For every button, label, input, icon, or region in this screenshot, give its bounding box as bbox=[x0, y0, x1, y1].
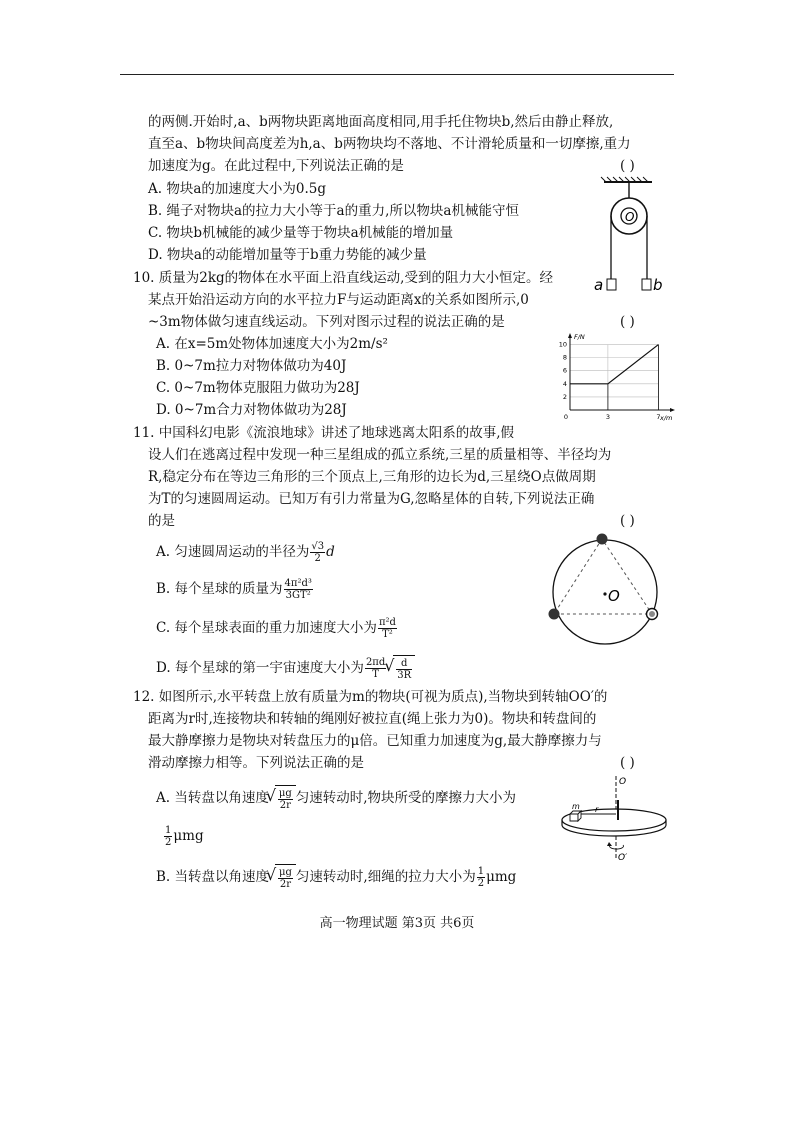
chart-xlabel: x/m bbox=[660, 414, 673, 422]
q10-answer-bracket: ( ) bbox=[620, 314, 635, 330]
q9-line-3: 加速度为g。在此过程中,下列说法正确的是 bbox=[148, 158, 404, 174]
q12-option-a-continued: $\frac{1}{2}$ μmg bbox=[165, 825, 204, 848]
q12-b-sqrt: √ $\frac{\mu g}{2r}$ bbox=[275, 864, 296, 891]
q12-line-1: 12. 如图所示,水平转盘上放有质量为m的物块(可视为质点),当物块到转轴OO′的 bbox=[133, 689, 608, 705]
q11-option-a: A. 匀速圆周运动的半径为 $\frac{√3}{2}$ d bbox=[156, 541, 335, 564]
q12-option-b: B. 当转盘以角速度 √ $\frac{\mu g}{2r}$ 匀速转动时,细绳的拉力大小为 $\frac{1}{2}$ μmg bbox=[156, 864, 516, 891]
q12-option-a: A. 当转盘以角速度 √ $\frac{\mu g}{2r}$ 匀速转动时,物块所受的摩擦力大小为 bbox=[156, 785, 516, 812]
chart-ylabel: F/N bbox=[574, 333, 585, 341]
turntable-label-o-prime: O′ bbox=[618, 853, 628, 863]
q11-line-1: 11. 中国科幻电影《流浪地球》讲述了地球逃离太阳系的故事,假 bbox=[133, 425, 515, 441]
q9-option-d: D. 物块a的动能增加量等于b重力势能的减少量 bbox=[148, 247, 427, 263]
q9-option-a: A. 物块a的加速度大小为0.5g bbox=[148, 181, 326, 197]
q9-option-c: C. 物块b机械能的减少量等于物块a机械能的增加量 bbox=[148, 225, 454, 241]
q11-option-d: D. 每个星球的第一宇宙速度大小为 $\frac{2\pi d}{T}$ √ $\frac{d}{3R}$ bbox=[156, 655, 415, 682]
chart-ytick-label: 8 bbox=[562, 353, 567, 362]
q12-answer-bracket: ( ) bbox=[620, 755, 635, 771]
q9-option-b: B. 绳子对物块a的拉力大小等于a的重力,所以物块a机械能守恒 bbox=[148, 203, 519, 219]
q11-option-c: C. 每个星球表面的重力加速度大小为 $\frac{\text{π²d}}{\text{T²}}$ bbox=[156, 617, 396, 640]
q11-line-5: 的是 bbox=[148, 513, 175, 529]
q11-d-sqrt: √ $\frac{d}{3R}$ bbox=[393, 655, 415, 682]
q11-c-fraction: $\frac{\text{π²d}}{\text{T²}}$ bbox=[378, 617, 396, 640]
turntable-label-r: r bbox=[595, 805, 599, 814]
q11-line-3: R,稳定分布在等边三角形的三个顶点上,三角形的边长为d,三星绕O点做周期 bbox=[148, 469, 596, 485]
q9-answer-bracket: ( ) bbox=[620, 158, 635, 174]
chart-xtick-label: 0 bbox=[563, 413, 569, 421]
pulley-label-b: b bbox=[653, 276, 663, 294]
q10-line-1: 10. 质量为2kg的物体在水平面上沿直线运动,受到的阻力大小恒定。经 bbox=[133, 270, 553, 286]
q10-option-c: C. 0~7m物体克服阻力做功为28J bbox=[156, 380, 360, 396]
q9-line-1: 的两侧.开始时,a、b两物块距离地面高度相同,用手托住物块b,然后由静止释放, bbox=[148, 114, 614, 130]
turntable-label-o: O bbox=[619, 777, 627, 787]
three-star-figure bbox=[543, 528, 668, 650]
header-rule bbox=[120, 74, 674, 75]
pulley-label-o: O bbox=[625, 210, 635, 224]
q10-line-3: ~3m物体做匀速直线运动。下列对图示过程的说法正确的是 bbox=[148, 314, 505, 330]
q10-option-a: A. 在x=5m处物体加速度大小为2m/s² bbox=[156, 336, 388, 352]
chart-ytick-label: 4 bbox=[562, 379, 567, 388]
q10-option-d: D. 0~7m合力对物体做功为28J bbox=[156, 402, 347, 418]
q12-a-fraction: $\frac{1}{2}$ bbox=[165, 825, 172, 848]
q11-line-4: 为T的匀速圆周运动。已知万有引力常量为G,忽略星体的自转,下列说法正确 bbox=[148, 491, 595, 507]
q11-option-b: B. 每个星球的质量为 $\frac{\text{4π²d³}}{\text{3GT²}}$ bbox=[156, 578, 312, 601]
chart-xtick-label: 3 bbox=[605, 413, 610, 421]
q9-line-2: 直至a、b物块间高度差为h,a、b两物块均不落地、不计滑轮质量和一切摩擦,重力 bbox=[148, 136, 631, 152]
force-distance-chart bbox=[548, 330, 678, 422]
q12-a-sqrt: √ $\frac{\mu g}{2r}$ bbox=[275, 785, 296, 812]
chart-ytick-label: 10 bbox=[558, 340, 567, 349]
pulley-figure bbox=[590, 176, 670, 300]
q12-line-2: 距离为r时,连接物块和转轴的绳刚好被拉直(绳上张力为0)。物块和转盘间的 bbox=[148, 711, 597, 727]
chart-xtick-label: 7 bbox=[656, 413, 661, 421]
q11-answer-bracket: ( ) bbox=[620, 513, 635, 529]
q10-line-2: 某点开始沿运动方向的水平拉力F与运动距离x的关系如图所示,0 bbox=[148, 292, 529, 308]
q11-d-fraction: $\frac{2\pi d}{T}$ bbox=[365, 657, 386, 680]
chart-series-line bbox=[570, 345, 658, 384]
turntable-figure bbox=[558, 772, 670, 864]
pulley-label-a: a bbox=[594, 276, 604, 294]
q11-line-2: 设人们在逃离过程中发现一种三星组成的孤立系统,三星的质量相等、半径均为 bbox=[148, 447, 612, 463]
three-star-center-label: O bbox=[608, 587, 620, 605]
q11-b-fraction: $\frac{\text{4π²d³}}{\text{3GT²}}$ bbox=[284, 578, 312, 601]
q12-b-fraction: $\frac{1}{2}$ bbox=[477, 866, 485, 889]
turntable-label-m: m bbox=[572, 802, 580, 811]
q10-option-b: B. 0~7m拉力对物体做功为40J bbox=[156, 358, 347, 374]
q12-line-4: 滑动摩擦力相等。下列说法正确的是 bbox=[148, 755, 364, 771]
chart-ytick-label: 2 bbox=[562, 392, 567, 401]
q12-line-3: 最大静摩擦力是物块对转盘压力的μ倍。已知重力加速度为g,最大静摩擦力与 bbox=[148, 733, 602, 749]
page-footer: 高一物理试题 第3页 共6页 bbox=[319, 916, 475, 931]
chart-ytick-label: 6 bbox=[562, 366, 567, 375]
q11-a-fraction: $\frac{√3}{2}$ bbox=[311, 541, 325, 564]
